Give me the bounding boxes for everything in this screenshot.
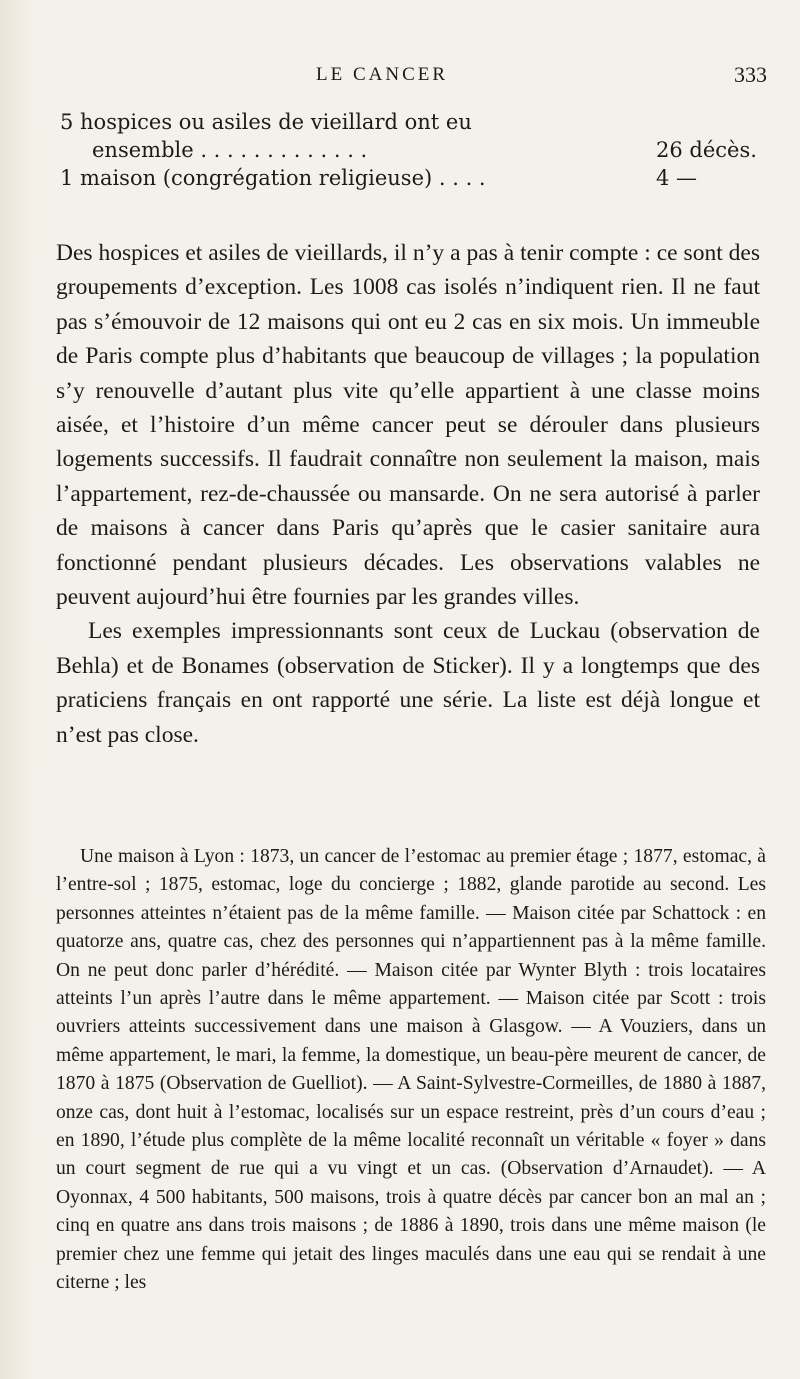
list-row bbox=[60, 108, 760, 136]
list-row bbox=[60, 164, 760, 192]
list-item-label: ensemble . . . . . . . . . . . . . bbox=[92, 138, 368, 162]
paragraph: Des hospices et asiles de vieillards, il n’y a pas à tenir compte : ce sont des groupements d’exception. Les 1008 cas isolés n’indiquent rien. Il ne faut pas s’émouvoir de 12 maisons qui ont eu 2 cas en six mois. Un immeuble de Paris compte plus d’habitants que beaucoup de villages ; la population s’y renouvelle d’autant plus vite qu’elle appartient à une classe moins aisée, et l’histoire d’un même cancer peut se dérouler dans plusieurs logements successifs. Il faudrait connaître non seulement la maison, mais l’appartement, rez-de-chaussée ou mansarde. On ne sera autorisé à parler de maisons à cancer dans Paris qu’après que le casier sanitaire aura fonctionné pendant plusieurs décades. Les observations valables ne peuvent aujourd’hui être fournies par les grandes villes. bbox=[56, 240, 760, 611]
small-print-text bbox=[56, 843, 766, 1298]
page-number: 333 bbox=[734, 62, 767, 87]
page-gutter-shadow bbox=[0, 0, 34, 1379]
paragraph-small: Une maison à Lyon : 1873, un cancer de l’estomac au premier étage ; 1877, estomac, à l’entre-sol ; 1875, estomac, loge du concierge ; 1882, glande parotide au second. Les personnes atteintes n’étaient pas de la même famille. — Maison citée par Schattock : en quatorze ans, quatre cas, chez des personnes qui n’appartiennent pas à la même famille. On ne peut donc parler d’hérédité. — Maison citée par Wynter Blyth : trois locataires atteints l’un après l’autre dans le même appartement. — Maison citée par Scott : trois ouvriers atteints successivement dans une maison à Glasgow. — A Vouziers, dans un même appartement, le mari, la femme, la domestique, un beau-père meurent de cancer, de 1870 à 1875 (Observation de Guelliot). — A Saint-Sylvestre-Cormeilles, de 1880 à 1887, onze cas, dont huit à l’estomac, localisés sur un espace restreint, près d’un cours d’eau ; en 1890, l’étude plus complète de la même localité reconnaît un véritable « foyer » dans un court segment de rue qui a vu vingt et un cas. (Observation d’Arnaudet). — A Oyonnax, 4 500 habitants, 500 maisons, trois à quatre décès par cancer bon an mal an ; cinq en quatre ans dans trois maisons ; de 1886 à 1890, trois dans une même maison (le premier chez une femme qui jetait des linges maculés dans une eau qui se rendait à une citerne ; les bbox=[56, 846, 766, 1294]
running-header bbox=[0, 64, 800, 94]
list-item-label: 1 maison (congrégation religieuse) . . . . bbox=[60, 166, 486, 190]
main-text bbox=[56, 236, 760, 752]
list-item-label: 5 hospices ou asiles de vieillard ont eu bbox=[60, 110, 472, 134]
list-item-count: 4 — bbox=[656, 166, 698, 190]
statistics-list bbox=[60, 108, 760, 192]
list-row bbox=[60, 136, 760, 164]
running-title: LE CANCER bbox=[316, 64, 449, 85]
list-item-count: 26 décès. bbox=[656, 138, 757, 162]
paragraph: Les exemples impressionnants sont ceux de Luckau (observation de Behla) et de Bonames (observation de Sticker). Il y a longtemps que des praticiens français en ont rapporté une série. La liste est déjà longue et n’est pas close. bbox=[56, 618, 760, 748]
